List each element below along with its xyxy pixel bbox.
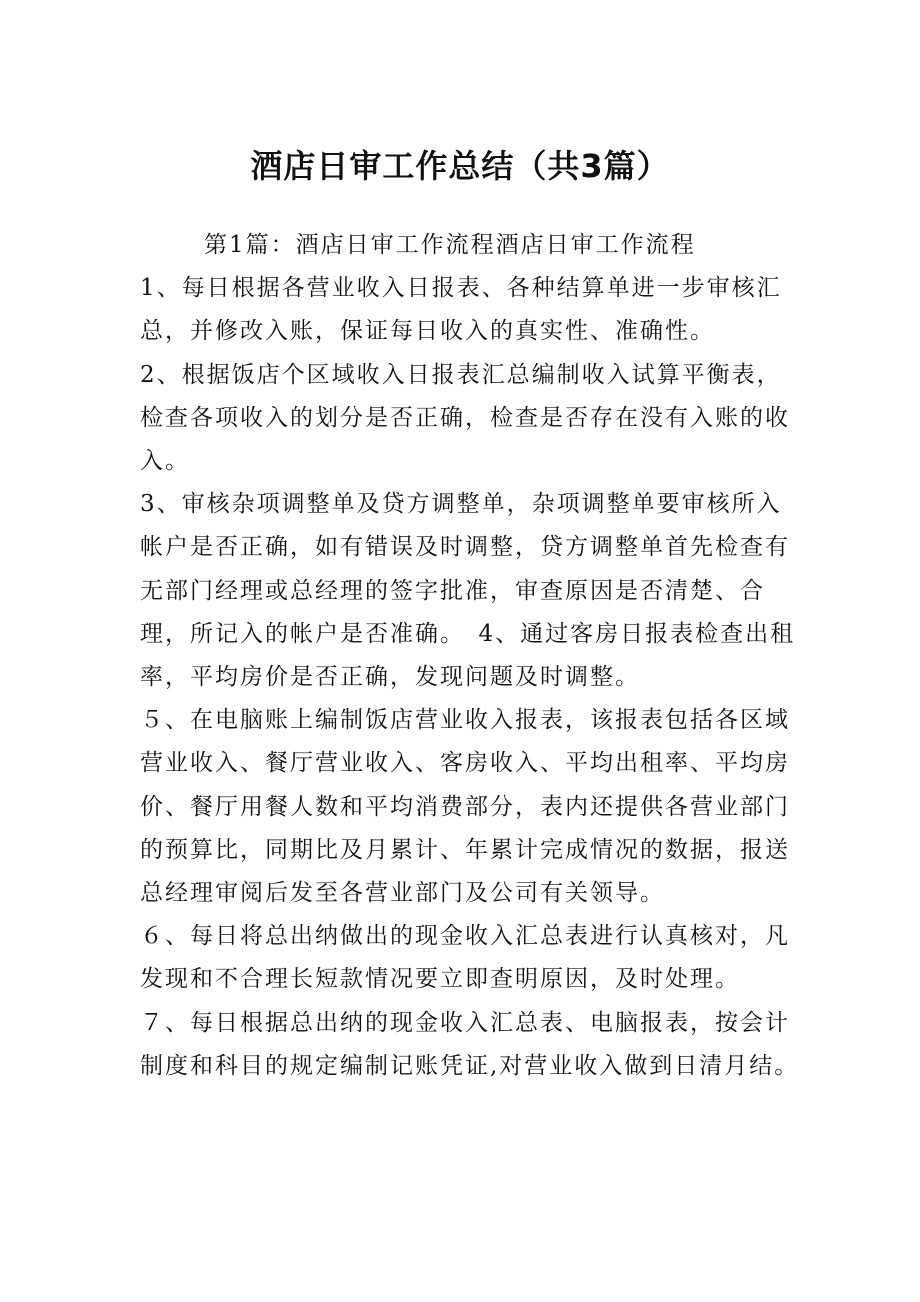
document-title: 酒店日审工作总结（共3篇） [250, 147, 670, 185]
paragraph-item-6: ６、每日将总出纳做出的现金收入汇总表进行认真核对，凡发现和不合理长短款情况要立即查明原因，及时处理。 [140, 923, 790, 993]
paragraph-section-heading: 第1篇：酒店日审工作流程酒店日审工作流程 [204, 232, 696, 258]
paragraph-item-1: 1、每日根据各营业收入日报表、各种结算单进一步审核汇总，并修改入账，保证每日收入的真实性、准确性。 [140, 275, 782, 345]
paragraph-item-7: ７、每日根据总出纳的现金收入汇总表、电脑报表，按会计制度和科目的规定编制记账凭证,对营业收入做到日清月结。 [140, 1009, 800, 1079]
document-body [140, 224, 800, 1088]
paragraph-item-5: ５、在电脑账上编制饭店营业收入报表，该报表包括各区域营业收入、餐厅营业收入、客房收入、平均出租率、平均房价、餐厅用餐人数和平均消费部分，表内还提供各营业部门的预算比，同期比及月累计、年累计完成情况的数据，报送总经理审阅后发至各营业部门及公司有关领导。 [140, 707, 790, 907]
paragraph-item-3-4: 3、审核杂项调整单及贷方调整单，杂项调整单要审核所入帐户是否正确，如有错误及时调整，贷方调整单首先检查有无部门经理或总经理的签字批准，审查原因是否清楚、合理，所记入的帐户是否准确。 4、通过客房日报表检查出租率，平均房价是否正确，发现问题及时调整。 [140, 491, 796, 691]
paragraph-item-2: 2、根据饭店个区域收入日报表汇总编制收入试算平衡表，检查各项收入的划分是否正确，检查是否存在没有入账的收入。 [140, 361, 790, 475]
